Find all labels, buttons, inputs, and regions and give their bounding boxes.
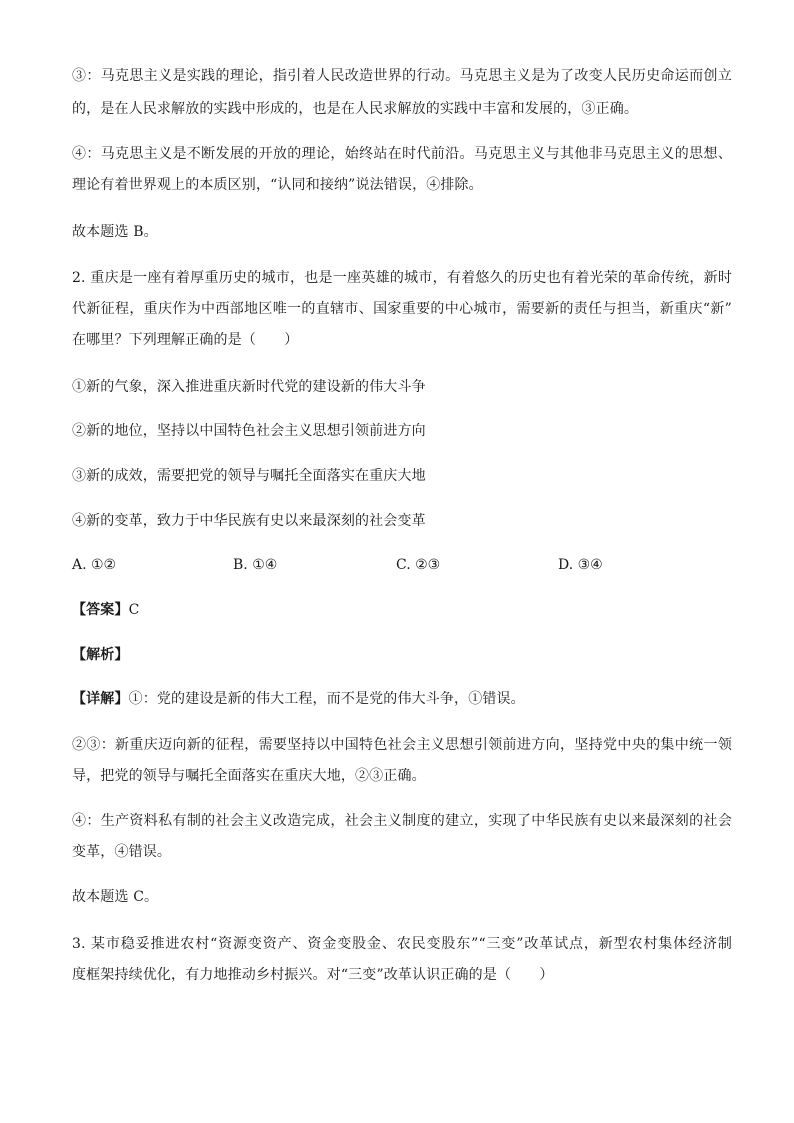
- q2-stem-line-3: 在哪里？下列理解正确的是（ ）: [72, 332, 299, 348]
- answer-value: C: [128, 602, 140, 618]
- q1-analysis-point-3-line-2: 的，是在人民求解放的实践中形成的，也是在人民求解放的实践中丰富和发展的，③正确。: [72, 101, 638, 117]
- q2-stem-line-2: 代新征程，重庆作为中西部地区唯一的直辖市、国家重要的中心城市，需要新的责任与担当，新重庆“新”: [72, 301, 732, 317]
- q2-answer: [72, 601, 732, 619]
- detail-tag: 【详解】: [72, 691, 129, 707]
- q1-analysis-point-4-line-2: 理论有着世界观上的本质区别，“认同和接纳”说法错误，④排除。: [72, 177, 483, 193]
- q2-statement-2: ②新的地位，坚持以中国特色社会主义思想引领前进方向: [72, 423, 426, 439]
- answer-tag: 【答案】: [72, 602, 129, 618]
- q1-conclusion: 故本题选 B。: [72, 224, 158, 240]
- q2-statement-1: ①新的气象，深入推进重庆新时代党的建设新的伟大斗争: [72, 379, 426, 395]
- q1-analysis-point-4-line-1: ④：马克思主义是不断发展的开放的理论，始终站在时代前沿。马克思主义与其他非马克思主义的思想、: [72, 146, 732, 162]
- q3-stem-line-1: 3. 某市稳妥推进农村“资源变资产、资金变股金、农民变股东”“三变”改革试点，新型农村集体经济制: [72, 936, 732, 952]
- q2-detail-4-line-1: ④：生产资料私有制的社会主义改造完成，社会主义制度的建立，实现了中华民族有史以来最深刻的社会: [72, 813, 732, 829]
- q2-option-a: A. ①②: [72, 557, 117, 573]
- q2-detail-23-line-1: ②③：新重庆迈向新的征程，需要坚持以中国特色社会主义思想引领前进方向，坚持党中央的集中统一领: [72, 737, 732, 753]
- q2-analysis-heading: [72, 646, 732, 664]
- detail-1-text: ①：党的建设是新的伟大工程，而不是党的伟大斗争，①错误。: [128, 691, 525, 707]
- q2-stem-line-1: 2. 重庆是一座有着厚重历史的城市，也是一座英雄的城市，有着悠久的历史也有着光荣的革命传统，新时: [72, 270, 732, 286]
- analysis-tag: 【解析】: [72, 647, 129, 663]
- q2-option-c: C. ②③: [396, 557, 441, 573]
- q2-conclusion: 故本题选 C。: [72, 889, 159, 905]
- q2-detail-4-line-2: 变革，④错误。: [72, 844, 172, 860]
- q2-statement-3: ③新的成效，需要把党的领导与嘱托全面落实在重庆大地: [72, 468, 426, 484]
- q2-detail-1: [72, 690, 732, 708]
- q1-analysis-point-3-line-1: ③：马克思主义是实践的理论，指引着人民改造世界的行动。马克思主义是为了改变人民历史命运而创立: [72, 68, 732, 84]
- q3-stem-line-2: 度框架持续优化，有力地推动乡村振兴。对“三变”改革认识正确的是（ ）: [72, 967, 554, 983]
- q2-option-d: D. ③④: [558, 557, 603, 573]
- q2-statement-4: ④新的变革，致力于中华民族有史以来最深刻的社会变革: [72, 513, 426, 529]
- q2-detail-23-line-2: 导，把党的领导与嘱托全面落实在重庆大地，②③正确。: [72, 768, 426, 784]
- q2-option-b: B. ①④: [233, 557, 278, 573]
